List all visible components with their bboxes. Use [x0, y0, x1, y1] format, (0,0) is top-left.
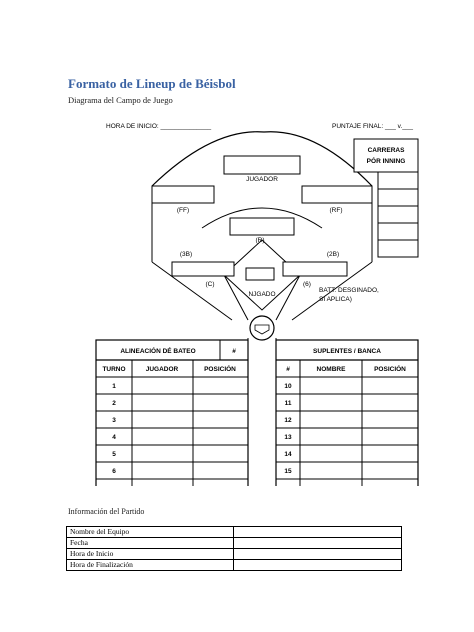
left-field-box[interactable]	[152, 186, 214, 203]
info-value-cell[interactable]	[234, 538, 402, 549]
bench-col-posicion: POSICIÓN	[374, 366, 406, 373]
bench-number: 15	[284, 468, 292, 475]
batting-lineup-table	[96, 340, 248, 500]
center-field-box[interactable]	[224, 156, 300, 174]
bench-table	[276, 340, 418, 500]
mound-box[interactable]	[246, 268, 274, 280]
info-label: Nombre del Equipo	[67, 527, 234, 538]
lineup-turn-number: 3	[112, 417, 116, 424]
bench-col-nombre: NOMBRE	[316, 366, 346, 373]
second-base-label: (2B)	[326, 251, 340, 258]
bench-number: 12	[284, 417, 292, 424]
runs-cell[interactable]	[378, 240, 418, 257]
runs-cell[interactable]	[378, 189, 418, 206]
bench-col-num: #	[286, 366, 290, 373]
crop-mask	[90, 486, 424, 500]
table-row	[67, 527, 402, 538]
left-field-label: (FF)	[176, 207, 190, 214]
table-row	[67, 538, 402, 549]
start-time-label: HORA DE INICIO: ______________	[106, 123, 212, 130]
second-base-box[interactable]	[283, 262, 347, 276]
designated-label: NJGADO	[248, 291, 276, 298]
lineup-col-posicion: POSICIÓN	[204, 366, 236, 373]
table-row	[67, 560, 402, 571]
runs-header-line1: CARRERAS	[367, 147, 405, 154]
info-value-cell[interactable]	[234, 549, 402, 560]
bench-number: 10	[284, 383, 292, 390]
info-label: Hora de Inicio	[67, 549, 234, 560]
info-value-cell[interactable]	[234, 527, 402, 538]
lineup-hash: #	[232, 348, 236, 355]
lineup-turn-number: 4	[112, 434, 116, 441]
batt-note-line2: SI APLICA)	[319, 296, 352, 303]
lineup-col-turno: TURNO	[102, 366, 126, 373]
batt-note-line1: BATT: DESGINADO,	[319, 287, 379, 294]
first-to-home-line	[276, 275, 300, 320]
pitcher-label: (R)	[255, 237, 265, 244]
document-subtitle: Diagrama del Campo de Juego	[68, 95, 173, 105]
lineup-title: ALINEACIÓN DÉ BATEO	[120, 348, 196, 355]
table-row	[67, 549, 402, 560]
runs-cell[interactable]	[378, 206, 418, 223]
runs-per-inning-header	[354, 139, 418, 172]
shortstop-label: (6)	[303, 281, 311, 288]
runs-cell[interactable]	[378, 172, 418, 189]
runs-cell[interactable]	[378, 223, 418, 240]
info-label: Hora de Finalización	[67, 560, 234, 571]
lineup-turn-number: 5	[112, 451, 116, 458]
runs-per-inning-cells	[378, 172, 418, 257]
right-field-box[interactable]	[302, 186, 372, 203]
document-title: Formato de Lineup de Béisbol	[68, 76, 236, 91]
info-label: Fecha	[67, 538, 234, 549]
center-field-label: JUGADOR	[246, 176, 278, 183]
lineup-turn-number: 6	[112, 468, 116, 475]
right-field-label: (RF)	[329, 207, 343, 214]
match-info-heading: Información del Partido	[68, 507, 145, 516]
catcher-label: (C)	[205, 281, 215, 288]
match-info-table	[66, 526, 402, 571]
lineup-turn-number: 2	[112, 400, 116, 407]
third-base-label: (3B)	[179, 251, 193, 258]
lineup-turn-number: 1	[112, 383, 116, 390]
info-value-cell[interactable]	[234, 560, 402, 571]
bench-number: 13	[284, 434, 292, 441]
bench-number: 14	[284, 451, 292, 458]
home-plate-circle	[250, 316, 274, 340]
lineup-col-jugador: JUGADOR	[145, 366, 179, 373]
bench-title: SUPLENTES / BANCA	[313, 348, 381, 355]
runs-header-line2: PÓR INNING	[366, 158, 406, 165]
third-base-box[interactable]	[172, 262, 234, 276]
third-to-home-line	[224, 275, 248, 320]
bench-number: 11	[284, 400, 292, 407]
pitcher-box[interactable]	[230, 218, 294, 235]
home-plate	[255, 325, 269, 334]
final-score-label: PUNTAJE FINAL: ___ v.___	[332, 123, 414, 130]
